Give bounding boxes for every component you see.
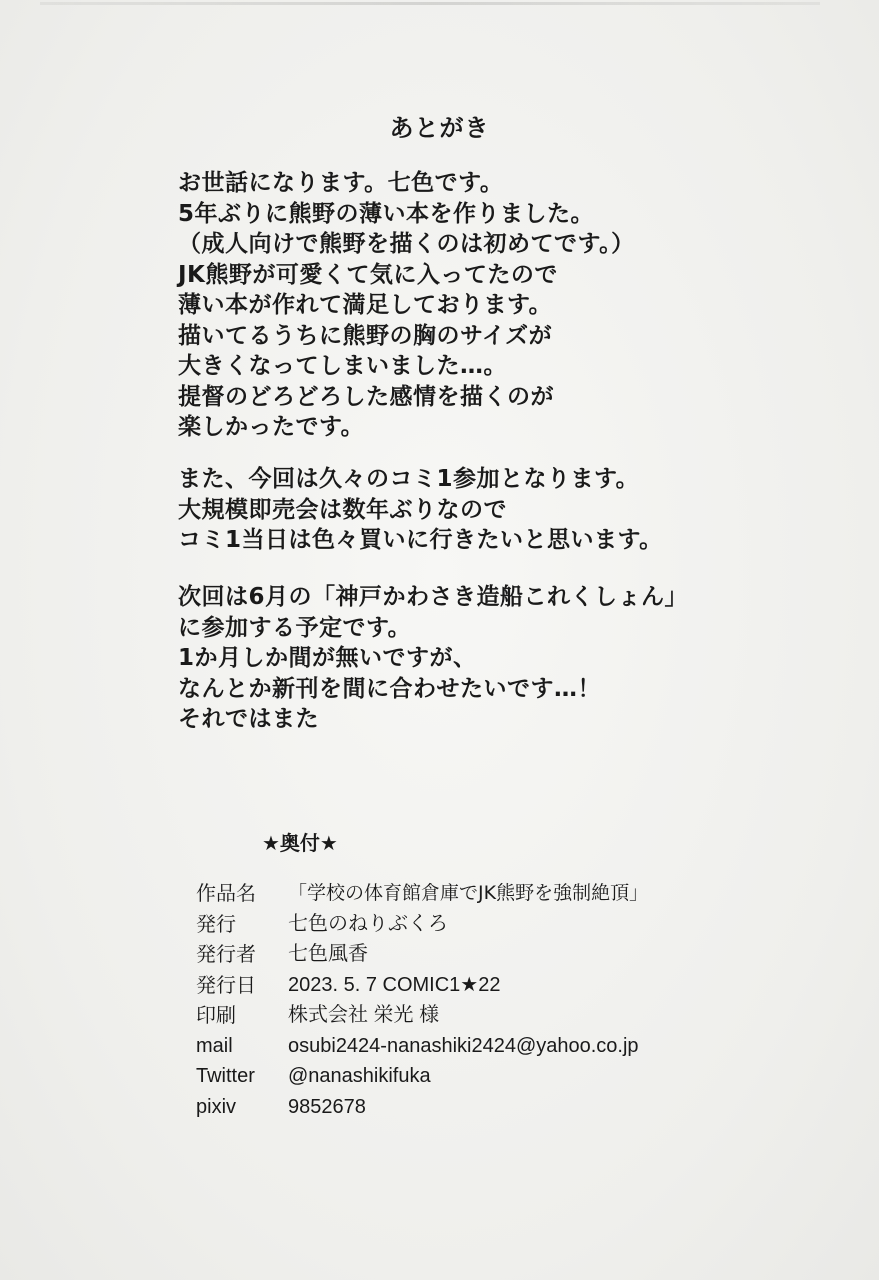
text-line: 提督のどろどろした感情を描くのが	[178, 383, 554, 410]
text-line: コミ1当日は色々買いに行きたいと思います。	[178, 527, 663, 553]
text-line: 楽しかったです。	[178, 414, 365, 440]
text-line: 描いてるうちに熊野の胸のサイズが	[178, 322, 553, 349]
colophon-label: 発行者	[196, 942, 256, 966]
colophon-value: @nanashikifuka	[288, 1065, 431, 1087]
colophon-value: 七色のねりぶくろ	[288, 912, 448, 935]
text-line: 大規模即売会は数年ぶりなので	[178, 496, 507, 523]
colophon-value: 9852678	[288, 1095, 366, 1118]
top-edge-rule	[40, 2, 820, 5]
colophon-row-date	[196, 970, 648, 1001]
colophon-label: 発行日	[196, 972, 256, 997]
text-line: なんとか新刊を間に合わせたいです…！	[178, 675, 601, 702]
colophon-label: 作品名	[196, 881, 256, 905]
colophon-value: 株式会社 栄光 様	[288, 1004, 440, 1026]
colophon-row-pixiv	[196, 1092, 648, 1123]
text-line: 5年ぶりに熊野の薄い本を作りました。	[178, 200, 595, 227]
colophon-label: pixiv	[196, 1095, 237, 1118]
colophon-label: 発行	[196, 911, 236, 936]
text-line: お世話になります。七色です。	[178, 170, 504, 196]
colophon-row-title	[196, 878, 648, 909]
afterword-paragraph	[178, 168, 635, 443]
colophon-title: ★奥付★	[262, 831, 338, 855]
colophon-value: osubi2424-nanashiki2424@yahoo.co.jp	[288, 1034, 639, 1057]
afterword-paragraph	[178, 464, 663, 556]
colophon-label: mail	[196, 1034, 233, 1057]
colophon-value: 「学校の体育館倉庫でJK熊野を強制絶頂」	[288, 882, 649, 904]
text-line: それではまた	[178, 706, 319, 732]
text-line: JK熊野が可愛くて気に入ってたので	[178, 261, 558, 288]
text-line: また、今回は久々のコミ1参加となります。	[178, 466, 640, 492]
colophon-value: 2023. 5. 7 COMIC1★22	[288, 973, 501, 996]
colophon-label: Twitter	[196, 1065, 255, 1087]
text-line: 大きくなってしまいました…。	[178, 353, 507, 379]
text-line: 次回は6月の「神戸かわさき造船これくしょん」	[178, 584, 689, 610]
colophon-row-publisher	[196, 939, 648, 970]
colophon-row-circle	[196, 909, 648, 940]
colophon-table	[196, 878, 648, 1122]
colophon-label: 印刷	[196, 1003, 236, 1027]
colophon-row-mail	[196, 1031, 648, 1062]
colophon-row-printer	[196, 1000, 648, 1031]
colophon-value: 七色風香	[288, 943, 368, 965]
text-line: （成人向けで熊野を描くのは初めてです。）	[178, 231, 635, 257]
text-line: 1か月しか間が無いですが、	[178, 645, 477, 671]
afterword-title: あとがき	[389, 114, 490, 142]
text-line: に参加する予定です。	[178, 614, 412, 641]
colophon-row-twitter	[196, 1061, 648, 1092]
afterword-paragraph	[178, 582, 688, 735]
text-line: 薄い本が作れて満足しております。	[178, 292, 553, 318]
